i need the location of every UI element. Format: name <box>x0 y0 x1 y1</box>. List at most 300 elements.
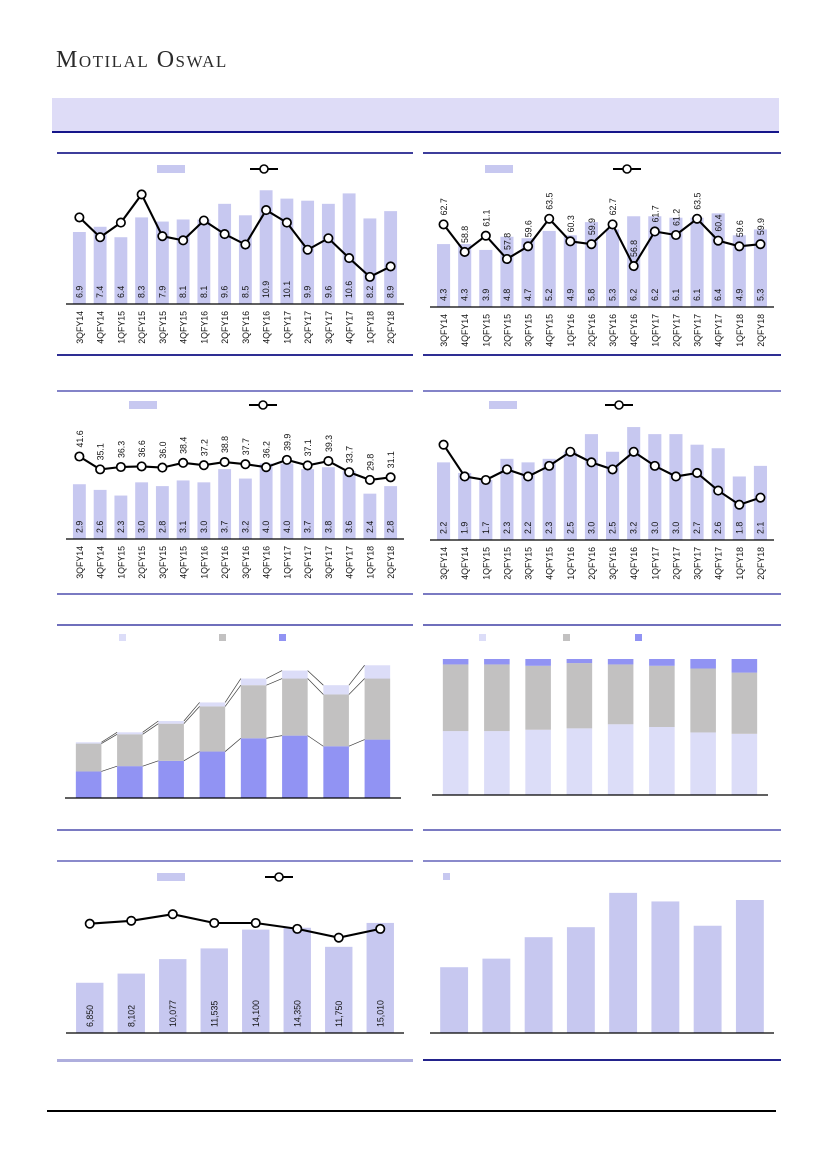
stacked-bar-segment <box>76 744 102 772</box>
trend-line-marker <box>345 468 353 476</box>
series-connector-line <box>349 679 365 695</box>
bar-value-label: 3.7 <box>302 520 313 533</box>
bar-value-label: 10.1 <box>281 280 292 298</box>
series-swatch <box>635 634 642 641</box>
line-value-label: 62.7 <box>439 198 450 216</box>
trend-line-marker <box>482 232 490 240</box>
stacked-bar-segment <box>443 731 469 795</box>
x-axis-label: 4QFY15 <box>544 314 555 347</box>
series-connector-line <box>101 766 117 771</box>
chart-3-bar-line-panel <box>57 390 413 595</box>
bar-value-label: 3.7 <box>219 520 230 533</box>
bar <box>482 959 510 1033</box>
x-axis-label: 3QFY17 <box>323 546 334 579</box>
brand-logo <box>56 47 228 74</box>
stacked-bar-segment <box>567 663 593 728</box>
bar-value-label: 4.9 <box>734 288 745 301</box>
series-connector-line <box>143 724 159 735</box>
bar-value-label: 2.6 <box>95 520 106 533</box>
stacked-bar-segment <box>525 730 551 795</box>
bar-value-label: 11,750 <box>333 1000 344 1027</box>
stacked-bar-segment <box>117 732 143 734</box>
line-value-label: 36.6 <box>137 440 148 458</box>
trend-line-marker <box>524 242 532 250</box>
chart-8-bar-panel <box>423 860 781 1061</box>
chart-1-canvas <box>57 154 413 354</box>
stacked-bar-segment <box>282 736 308 798</box>
trend-line-marker <box>608 220 616 228</box>
x-axis-label: 1QFY15 <box>116 311 127 344</box>
trend-line-marker <box>241 240 249 248</box>
stacked-bar-segment <box>241 738 267 798</box>
bar <box>567 927 595 1033</box>
x-axis-label: 3QFY17 <box>692 547 703 580</box>
line-value-label: 58.8 <box>460 225 471 243</box>
x-axis-label: 1QFY16 <box>565 314 576 347</box>
stacked-bar-segment <box>649 666 675 727</box>
stacked-bar-segment <box>690 669 716 733</box>
bar-series-swatch <box>157 873 185 881</box>
x-axis-label: 3QFY15 <box>523 547 534 580</box>
trend-line-marker <box>386 262 394 270</box>
series-swatch <box>279 634 286 641</box>
bar-series-swatch <box>489 401 517 409</box>
chart-4-bar-line-panel <box>423 390 781 595</box>
stacked-bar-segment <box>158 724 184 761</box>
chart-5-canvas <box>57 626 413 829</box>
trend-line-marker <box>608 465 616 473</box>
bar-value-label: 3.0 <box>670 521 681 534</box>
series-connector-line <box>101 732 117 742</box>
x-axis-label: 4QFY16 <box>629 314 640 347</box>
x-axis-label: 3QFY16 <box>608 547 619 580</box>
chart-6-stacked-bar-panel <box>423 624 781 831</box>
trend-line-marker <box>241 460 249 468</box>
line-value-label: 61.2 <box>671 208 682 226</box>
x-axis-label: 2QFY16 <box>586 547 597 580</box>
bar-value-label: 5.8 <box>586 288 597 301</box>
trend-line-marker <box>179 459 187 467</box>
stacked-bar-segment <box>158 761 184 798</box>
trend-line-marker <box>117 218 125 226</box>
series-swatch <box>479 634 486 641</box>
line-value-label: 61.1 <box>481 209 492 227</box>
series-swatch <box>443 873 450 880</box>
bar-value-label: 2.9 <box>74 520 85 533</box>
x-axis-label: 4QFY14 <box>95 546 106 579</box>
trend-line-marker <box>127 917 135 925</box>
stacked-bar-segment <box>649 659 675 666</box>
series-connector-line <box>184 752 200 761</box>
stacked-bar-segment <box>525 666 551 730</box>
bar-value-label: 2.1 <box>755 521 766 534</box>
series-connector-line <box>349 665 365 685</box>
x-axis-label: 1QFY18 <box>734 547 745 580</box>
series-connector-line <box>349 740 365 747</box>
trend-line-marker <box>220 458 228 466</box>
x-axis-label: 3QFY16 <box>608 314 619 347</box>
series-connector-line <box>184 706 200 723</box>
line-series-marker <box>259 401 267 409</box>
line-value-label: 41.6 <box>74 430 85 448</box>
trend-line-marker <box>158 463 166 471</box>
stacked-bar-segment <box>690 659 716 669</box>
line-value-label: 33.7 <box>344 446 355 464</box>
stacked-bar-segment <box>323 746 349 798</box>
trend-line-marker <box>460 248 468 256</box>
bar-value-label: 8.1 <box>198 285 209 298</box>
line-value-label: 62.7 <box>608 198 619 216</box>
x-axis-label: 2QFY17 <box>303 311 314 344</box>
line-value-label: 39.3 <box>323 434 334 453</box>
bar-value-label: 2.3 <box>501 521 512 534</box>
trend-line-marker <box>283 456 291 464</box>
trend-line-marker <box>117 463 125 471</box>
line-value-label: 37.2 <box>199 439 210 457</box>
x-axis-label: 2QFY15 <box>137 546 148 579</box>
bar-value-label: 15,010 <box>375 1000 386 1027</box>
bar-value-label: 4.9 <box>565 288 576 301</box>
trend-line-marker <box>366 273 374 281</box>
bar-value-label: 7.4 <box>95 285 106 298</box>
stacked-bar-segment <box>567 728 593 795</box>
x-axis-label: 1QFY15 <box>481 314 492 347</box>
trend-line-marker <box>303 461 311 469</box>
x-axis-label: 3QFY15 <box>523 314 534 347</box>
stacked-bar-segment <box>323 685 349 694</box>
series-connector-line <box>101 734 117 743</box>
trend-line-marker <box>137 190 145 198</box>
x-axis-label: 3QFY14 <box>439 547 450 580</box>
stacked-bar-segment <box>158 721 184 724</box>
trend-line-marker <box>179 236 187 244</box>
trend-line-marker <box>169 910 177 918</box>
bar-value-label: 2.2 <box>523 521 534 534</box>
trend-line-marker <box>439 220 447 228</box>
bar-value-label: 4.0 <box>261 520 272 533</box>
bar <box>736 900 764 1033</box>
line-value-label: 36.2 <box>261 441 272 459</box>
trend-line-marker <box>283 218 291 226</box>
line-value-label: 59.6 <box>734 220 745 238</box>
x-axis-label: 3QFY15 <box>157 311 168 344</box>
chart-8-canvas <box>423 862 781 1059</box>
stacked-bar-segment <box>200 702 226 706</box>
x-axis-label: 4QFY16 <box>261 311 272 344</box>
bar-value-label: 2.2 <box>438 521 449 534</box>
trend-line-marker <box>545 462 553 470</box>
trend-line-marker <box>693 215 701 223</box>
x-axis-label: 2QFY15 <box>502 547 513 580</box>
bar-value-label: 8.1 <box>178 285 189 298</box>
x-axis-label: 4QFY14 <box>460 314 471 347</box>
stacked-bar-segment <box>282 671 308 679</box>
trend-line-marker <box>693 469 701 477</box>
chart-3-canvas <box>57 392 413 593</box>
trend-line-marker <box>86 920 94 928</box>
stacked-bar-segment <box>323 694 349 746</box>
trend-line-marker <box>96 233 104 241</box>
bar <box>440 967 468 1033</box>
x-axis-label: 4QFY15 <box>178 311 189 344</box>
trend-line-marker <box>672 231 680 239</box>
bar-value-label: 6.2 <box>649 288 660 301</box>
line-series-marker <box>275 873 283 881</box>
stacked-bar-segment <box>365 679 391 740</box>
x-axis-label: 1QFY17 <box>650 314 661 347</box>
series-swatch <box>119 634 126 641</box>
x-axis-label: 2QFY18 <box>755 547 766 580</box>
bar-value-label: 3.9 <box>480 288 491 301</box>
trend-line-marker <box>137 462 145 470</box>
line-value-label: 35.1 <box>95 443 106 461</box>
series-connector-line <box>143 721 159 732</box>
trend-line-marker <box>735 501 743 509</box>
stacked-bar-segment <box>443 664 469 731</box>
line-series-marker <box>615 401 623 409</box>
x-axis-label: 4QFY15 <box>544 547 555 580</box>
series-swatch <box>219 634 226 641</box>
bar-value-label: 2.3 <box>115 520 126 533</box>
chart-5-stacked-bar-panel <box>57 624 413 831</box>
stacked-bar-segment <box>608 724 634 795</box>
x-axis-label: 2QFY17 <box>303 546 314 579</box>
x-axis-label: 1QFY15 <box>116 546 127 579</box>
trend-line-marker <box>262 206 270 214</box>
trend-line-marker <box>524 472 532 480</box>
bar-value-label: 10.9 <box>261 280 272 298</box>
trend-line-marker <box>303 246 311 254</box>
x-axis-label: 2QFY18 <box>386 546 397 579</box>
stacked-bar-segment <box>732 734 758 795</box>
bar-value-label: 8.3 <box>136 285 147 298</box>
line-value-label: 59.6 <box>523 220 534 238</box>
line-value-label: 63.5 <box>692 192 703 210</box>
bar-value-label: 9.6 <box>323 285 334 298</box>
stacked-bar-segment <box>484 664 510 731</box>
stacked-bar-segment <box>690 732 716 795</box>
bar-value-label: 11,535 <box>209 1000 220 1027</box>
bar-value-label: 6.2 <box>628 288 639 301</box>
bar-value-label: 10.6 <box>344 280 355 298</box>
bar-value-label: 2.5 <box>565 521 576 534</box>
stacked-bar-segment <box>443 659 469 664</box>
trend-line-marker <box>335 933 343 941</box>
bar-value-label: 3.0 <box>586 521 597 534</box>
bar-value-label: 3.2 <box>628 521 639 534</box>
stacked-bar-segment <box>76 742 102 743</box>
bar-value-label: 6.1 <box>670 288 681 301</box>
x-axis-label: 4QFY17 <box>713 547 724 580</box>
stacked-bar-segment <box>282 679 308 736</box>
brand-logo-text: Motilal Oswal <box>56 47 228 73</box>
trend-line-marker <box>587 240 595 248</box>
series-swatch <box>563 634 570 641</box>
line-value-label: 36.3 <box>116 440 127 459</box>
trend-line-marker <box>262 463 270 471</box>
stacked-bar-segment <box>117 734 143 766</box>
bar-value-label: 2.6 <box>713 521 724 534</box>
x-axis-label: 1QFY17 <box>650 547 661 580</box>
bar-value-label: 14,100 <box>250 1000 261 1027</box>
bar-value-label: 2.7 <box>692 521 703 534</box>
line-value-label: 38.4 <box>178 436 189 454</box>
x-axis-label: 4QFY17 <box>713 314 724 347</box>
trend-line-marker <box>545 215 553 223</box>
trend-line-marker <box>324 234 332 242</box>
line-value-label: 59.9 <box>755 218 766 236</box>
bar <box>525 937 553 1033</box>
line-value-label: 31.1 <box>386 451 397 469</box>
bar <box>651 901 679 1033</box>
bar-value-label: 5.3 <box>755 288 766 301</box>
trend-line-marker <box>566 448 574 456</box>
footer-divider <box>47 1110 776 1112</box>
stacked-bar-segment <box>117 766 143 798</box>
series-connector-line <box>308 736 324 747</box>
line-value-label: 36.0 <box>157 441 168 459</box>
line-series-marker <box>623 165 631 173</box>
bar-value-label: 5.2 <box>544 288 555 301</box>
chart-1-bar-line-panel <box>57 152 413 356</box>
bar-value-label: 3.0 <box>649 521 660 534</box>
x-axis-label: 2QFY17 <box>671 547 682 580</box>
stacked-bar-segment <box>200 752 226 798</box>
stacked-bar-segment <box>608 659 634 664</box>
chart-7-bar-line-panel <box>57 860 413 1062</box>
bar-value-label: 4.0 <box>281 520 292 533</box>
trend-line-marker <box>200 461 208 469</box>
bar-value-label: 3.6 <box>344 520 355 533</box>
bar-value-label: 3.8 <box>323 520 334 533</box>
trend-line-marker <box>651 227 659 235</box>
x-axis-label: 3QFY17 <box>323 311 334 344</box>
stacked-bar-segment <box>365 665 391 678</box>
x-axis-label: 1QFY18 <box>365 546 376 579</box>
trend-line-marker <box>366 476 374 484</box>
x-axis-label: 4QFY17 <box>344 546 355 579</box>
x-axis-label: 3QFY14 <box>74 546 85 579</box>
line-value-label: 38.8 <box>220 435 231 454</box>
x-axis-label: 3QFY16 <box>240 546 251 579</box>
x-axis-label: 4QFY17 <box>344 311 355 344</box>
stacked-bar-segment <box>365 740 391 798</box>
x-axis-label: 3QFY15 <box>157 546 168 579</box>
bar-value-label: 1.7 <box>480 521 491 534</box>
bar <box>694 926 722 1033</box>
trend-line-marker <box>293 925 301 933</box>
series-connector-line <box>225 738 241 751</box>
bar-value-label: 3.0 <box>136 520 147 533</box>
bar-value-label: 9.9 <box>302 285 313 298</box>
bar-value-label: 8,102 <box>126 1004 137 1027</box>
bar-value-label: 8.9 <box>385 285 396 298</box>
bar-value-label: 5.3 <box>607 288 618 301</box>
bar-value-label: 9.6 <box>219 285 230 298</box>
bar-value-label: 6.1 <box>692 288 703 301</box>
x-axis-label: 2QFY18 <box>755 314 766 347</box>
stacked-bar-segment <box>484 731 510 795</box>
bar-value-label: 14,350 <box>292 1000 303 1027</box>
stacked-bar-segment <box>76 771 102 798</box>
trend-line-marker <box>735 242 743 250</box>
series-connector-line <box>184 702 200 721</box>
trend-line-marker <box>672 472 680 480</box>
series-connector-line <box>266 679 282 686</box>
stacked-bar-segment <box>525 659 551 666</box>
line-value-label: 56.8 <box>629 239 640 258</box>
x-axis-label: 4QFY14 <box>95 311 106 344</box>
x-axis-label: 3QFY14 <box>74 311 85 344</box>
bar-value-label: 7.9 <box>157 285 168 298</box>
trend-line-marker <box>75 452 83 460</box>
series-connector-line <box>266 671 282 679</box>
bar-value-label: 3.0 <box>198 520 209 533</box>
trend-line-marker <box>756 493 764 501</box>
bar-series-swatch <box>485 165 513 173</box>
stacked-bar-segment <box>241 679 267 686</box>
line-value-label: 61.7 <box>650 205 661 223</box>
bar-value-label: 2.8 <box>157 520 168 533</box>
series-connector-line <box>225 679 241 703</box>
trend-line-marker <box>460 472 468 480</box>
x-axis-label: 3QFY16 <box>240 311 251 344</box>
section-title-band <box>52 98 779 133</box>
bar <box>609 893 637 1033</box>
chart-6-canvas <box>423 626 781 829</box>
x-axis-label: 1QFY18 <box>365 311 376 344</box>
trend-line-marker <box>566 237 574 245</box>
trend-line-marker <box>376 925 384 933</box>
x-axis-label: 1QFY17 <box>282 546 293 579</box>
x-axis-label: 2QFY16 <box>220 311 231 344</box>
x-axis-label: 1QFY16 <box>565 547 576 580</box>
x-axis-label: 4QFY15 <box>178 546 189 579</box>
line-value-label: 39.9 <box>282 433 293 451</box>
trend-line-marker <box>587 458 595 466</box>
line-value-label: 60.3 <box>565 215 576 233</box>
bar-value-label: 4.3 <box>438 288 449 301</box>
line-value-label: 63.5 <box>544 192 555 210</box>
bar-series-swatch <box>157 165 185 173</box>
line-value-label: 29.8 <box>365 453 376 471</box>
bar-value-label: 6.9 <box>74 285 85 298</box>
bar-value-label: 2.3 <box>544 521 555 534</box>
line-value-label: 60.4 <box>713 214 724 232</box>
line-value-label: 57.8 <box>502 232 513 250</box>
stacked-bar-segment <box>608 664 634 724</box>
x-axis-label: 1QFY16 <box>199 546 210 579</box>
x-axis-label: 1QFY15 <box>481 547 492 580</box>
trend-line-marker <box>210 919 218 927</box>
trend-line-marker <box>75 213 83 221</box>
chart-2-canvas <box>423 154 781 354</box>
x-axis-label: 2QFY18 <box>386 311 397 344</box>
stacked-bar-segment <box>567 659 593 663</box>
trend-line-marker <box>503 255 511 263</box>
series-connector-line <box>266 736 282 739</box>
trend-line-marker <box>503 465 511 473</box>
bar-value-label: 4.8 <box>501 288 512 301</box>
stacked-bar-segment <box>241 685 267 738</box>
stacked-bar-segment <box>732 673 758 734</box>
bar-value-label: 3.1 <box>178 520 189 533</box>
x-axis-label: 2QFY16 <box>586 314 597 347</box>
trend-line-marker <box>482 476 490 484</box>
bar-value-label: 2.8 <box>385 520 396 533</box>
trend-line-marker <box>200 216 208 224</box>
bar-value-label: 10,077 <box>167 1000 178 1027</box>
